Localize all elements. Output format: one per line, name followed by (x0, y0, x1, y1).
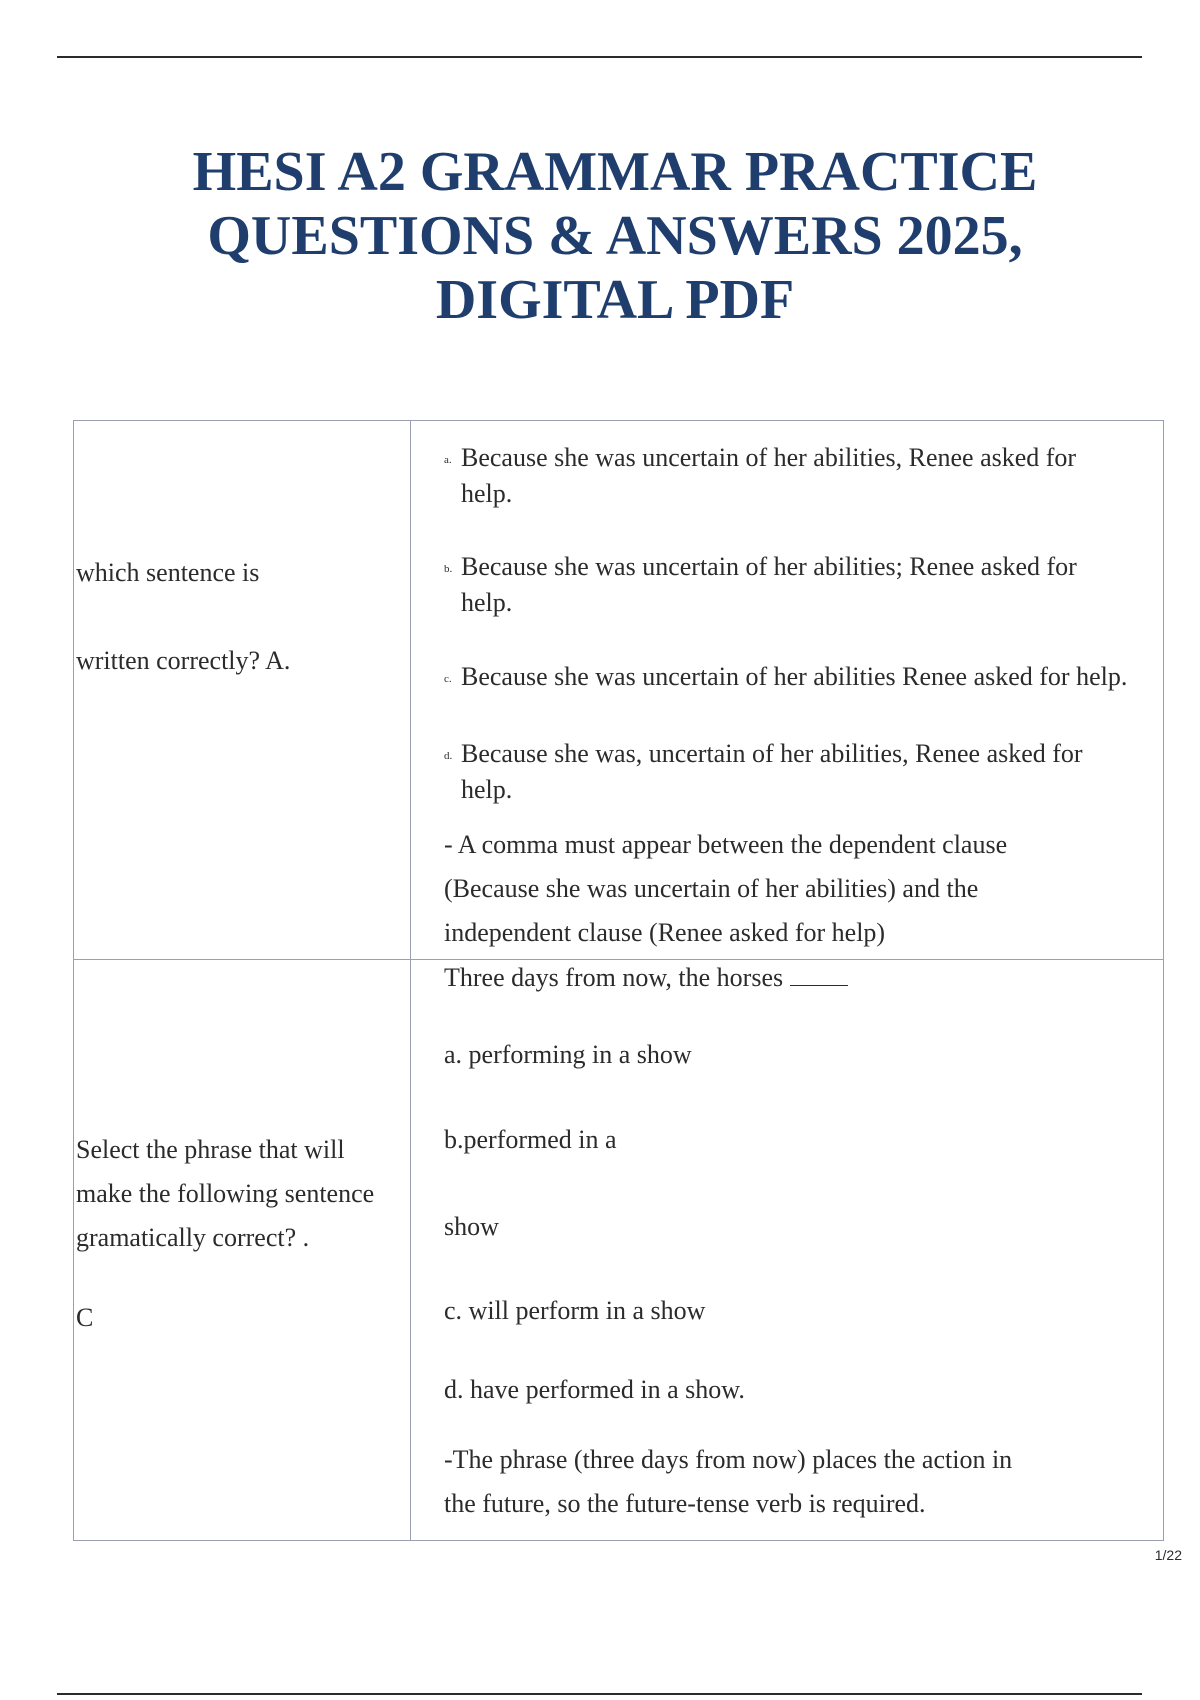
bottom-rule (57, 1693, 1142, 1695)
page-number: 1/22 (1154, 1547, 1182, 1563)
title-line-1: HESI A2 GRAMMAR PRACTICE (192, 141, 1038, 203)
explanation: -The phrase (three days from now) places the action in the future, so the future-tense verb is required. (444, 1445, 1013, 1518)
option-a: a. Because she was uncertain of her abilities, Renee asked for help. (444, 443, 1077, 508)
qa-table (73, 420, 1164, 1541)
answer-cell (411, 960, 1164, 1541)
question-text: Select the phrase that will make the following sentence gramatically correct? . C (76, 1128, 374, 1340)
question-cell (74, 421, 411, 960)
question-stem: Three days from now, the horses (444, 961, 848, 994)
option-b: b. Because she was uncertain of her abilities; Renee asked for help. (444, 552, 1077, 617)
table-row (74, 421, 1164, 960)
document-title (0, 140, 1200, 332)
option-b: b.performed in a (444, 1125, 617, 1154)
option-c: c. Because she was uncertain of her abilities Renee asked for help. (444, 662, 1128, 691)
option-c: c. will perform in a show (444, 1296, 706, 1325)
option-a: a. performing in a show (444, 1040, 692, 1069)
option-b-continued: show (444, 1212, 499, 1241)
table-row (74, 960, 1164, 1541)
title-line-2: QUESTIONS & ANSWERS 2025, (207, 205, 1023, 267)
title-line-3: DIGITAL PDF (435, 269, 795, 331)
answer-letter: C (76, 1303, 94, 1332)
blank-line (790, 965, 848, 986)
option-d: d. have performed in a show. (444, 1375, 745, 1404)
question-text: which sentence is written correctly? A. (76, 558, 291, 675)
question-cell (74, 960, 411, 1541)
answer-cell (411, 421, 1164, 960)
explanation: - A comma must appear between the dependent clause (Because she was uncertain of her abilities) and the independent clause (Renee asked for help) (444, 830, 1008, 947)
option-d: d. Because she was, uncertain of her abilities, Renee asked for help. (444, 739, 1083, 804)
top-rule (57, 56, 1142, 58)
